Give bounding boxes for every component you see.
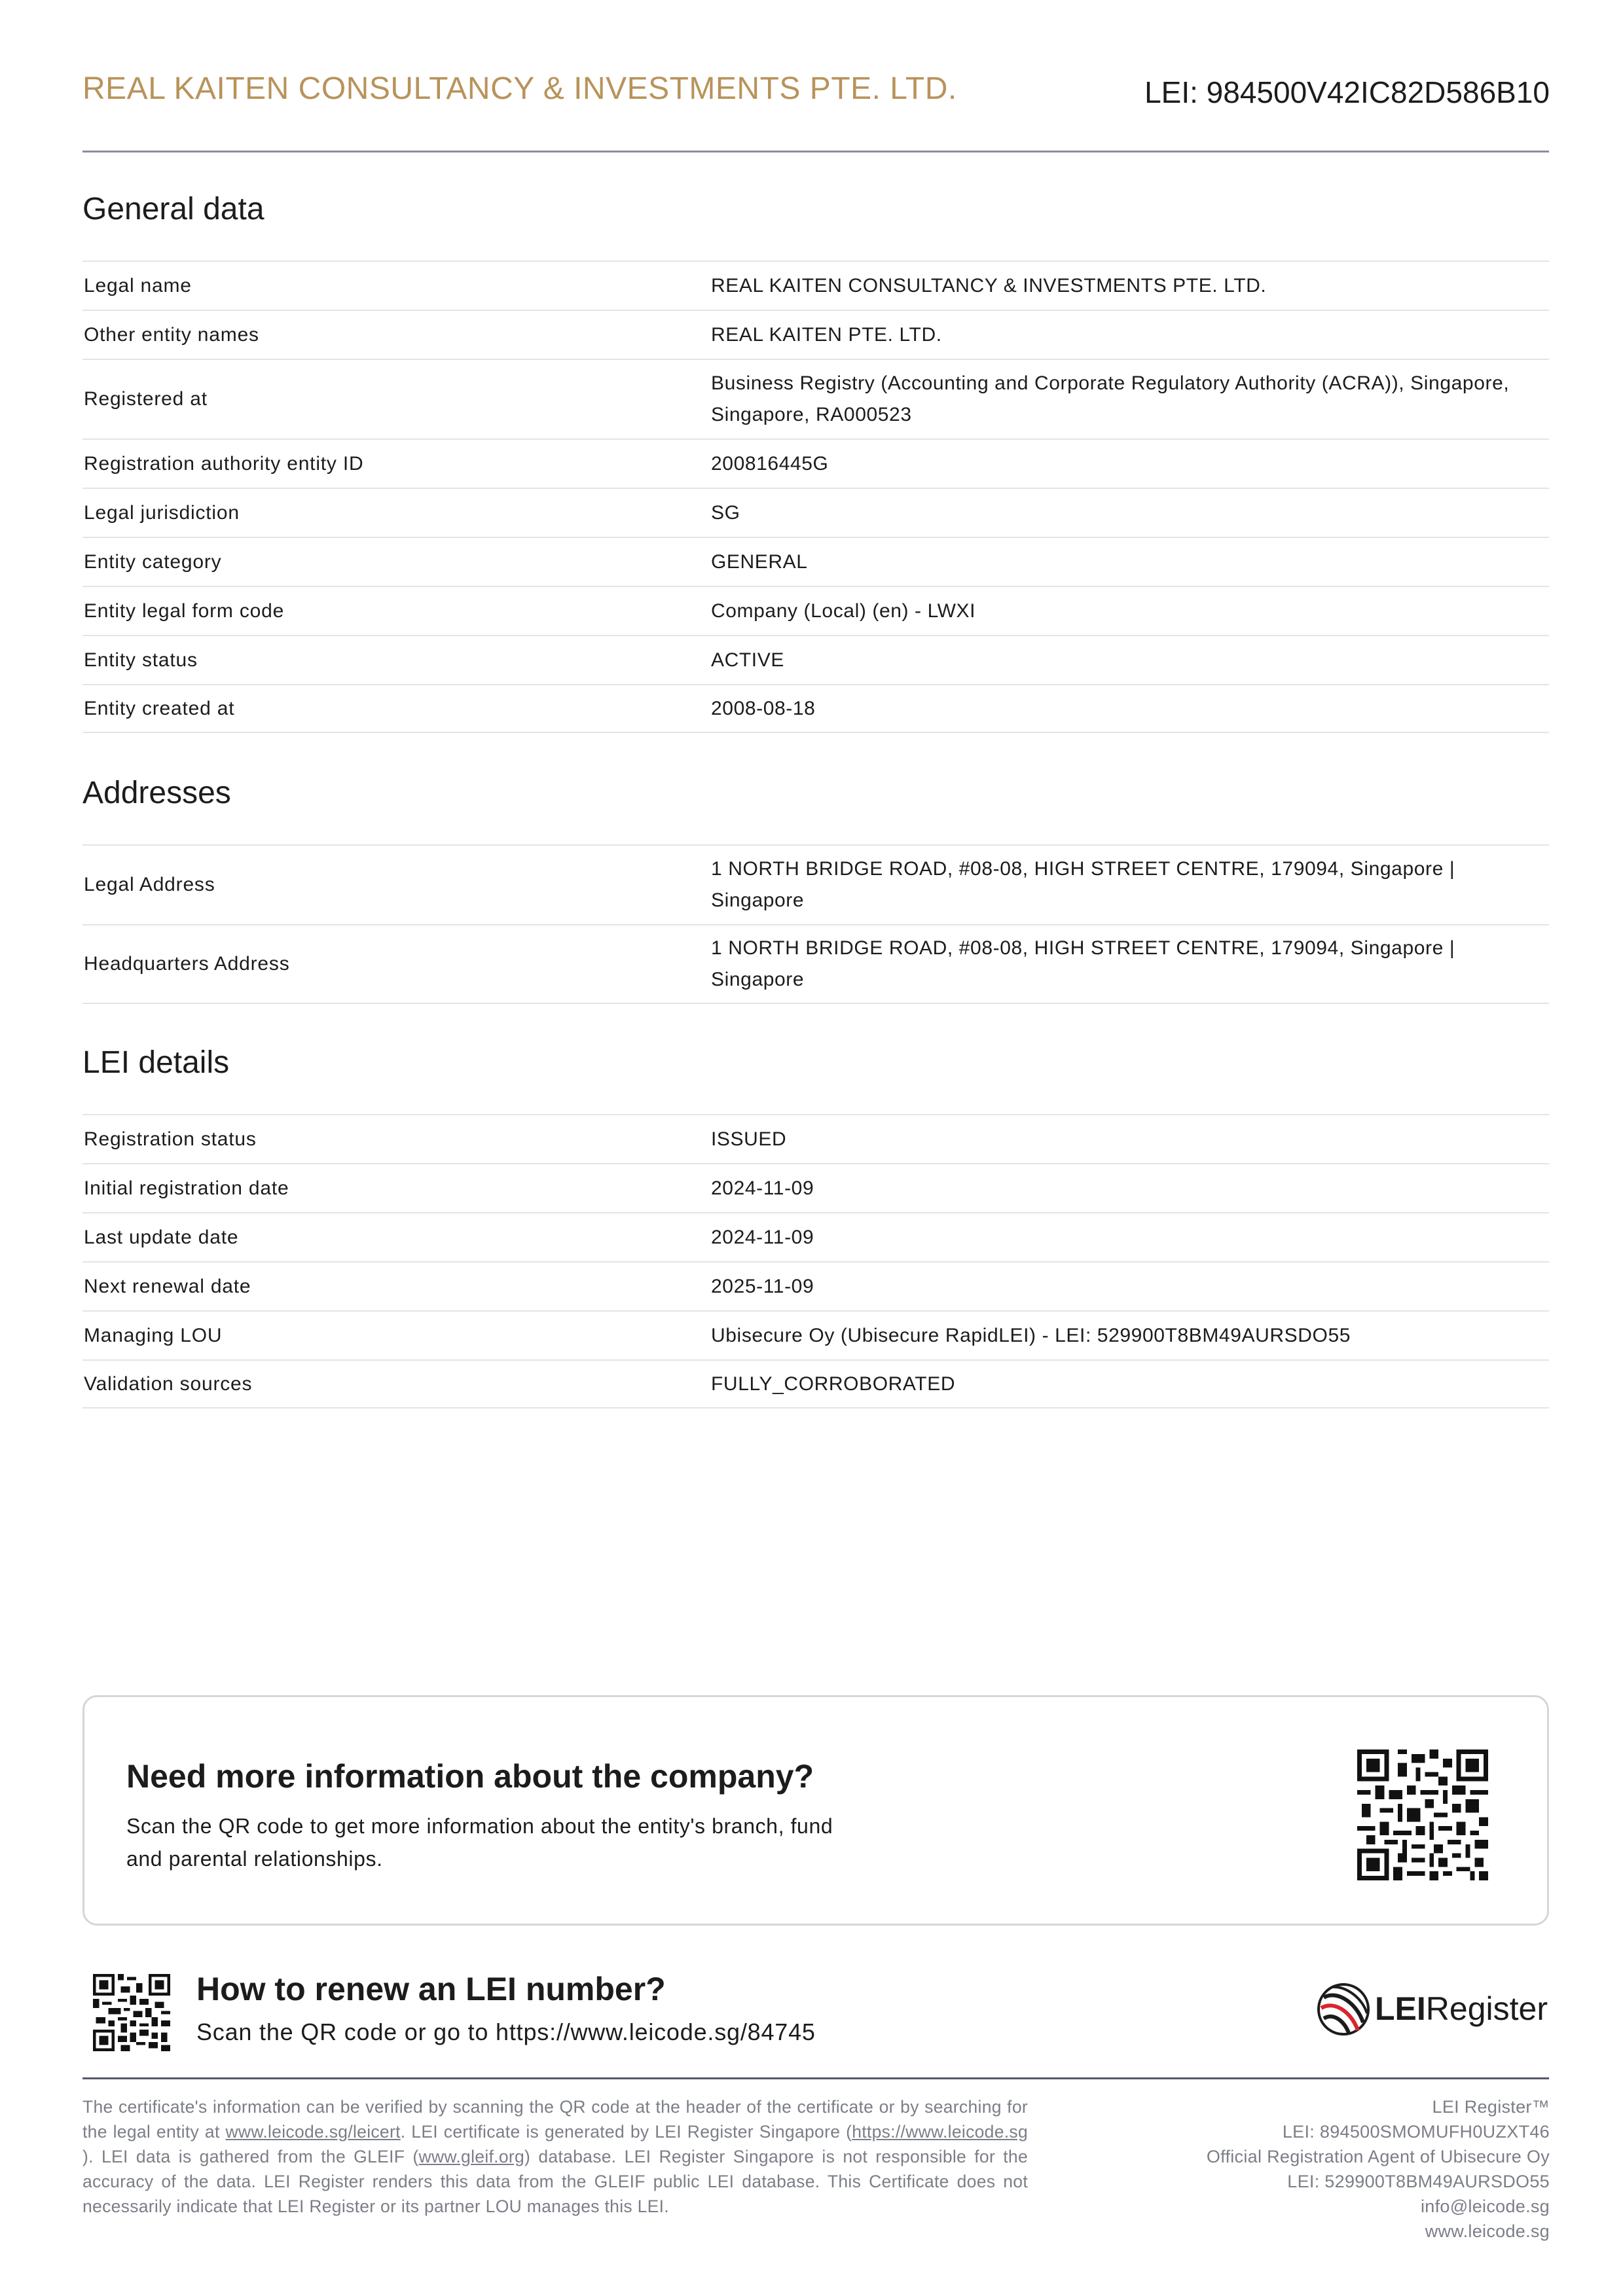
row-value: 200816445G (711, 452, 829, 475)
table-row (82, 260, 1549, 310)
leicode-link[interactable]: https://www.leicode.sg (852, 2122, 1028, 2142)
info-card-title: Need more information about the company? (126, 1758, 814, 1795)
row-value: 2025-11-09 (711, 1275, 814, 1297)
row-label: Next renewal date (84, 1275, 251, 1297)
table-row (82, 924, 1549, 1004)
row-value: FULLY_CORROBORATED (711, 1372, 956, 1395)
row-value: GENERAL (711, 550, 808, 573)
row-label: Entity status (84, 649, 198, 671)
renew-instructions: Scan the QR code or go to https://www.leicode.sg/84745 (196, 2018, 816, 2045)
footer-brand: LEI Register™ (1432, 2097, 1550, 2117)
row-value: 1 NORTH BRIDGE ROAD, #08-08, HIGH STREET CENTRE, 179094, Singapore | Singapore (711, 858, 1455, 911)
table-row (82, 359, 1549, 439)
table-row (82, 488, 1549, 537)
table-row (82, 586, 1549, 635)
table-row (82, 844, 1549, 924)
row-label: Initial registration date (84, 1177, 289, 1199)
general-data-table (82, 260, 1549, 733)
leicert-link[interactable]: www.leicode.sg/leicert (225, 2122, 401, 2142)
footer-website[interactable]: www.leicode.sg (1425, 2221, 1550, 2241)
row-label: Last update date (84, 1226, 239, 1248)
info-card-text: Scan the QR code to get more information about the entity's branch, fund and parental relationships. (126, 1814, 833, 1871)
gleif-link[interactable]: www.gleif.org (418, 2147, 525, 2166)
row-label: Legal name (84, 274, 192, 296)
header-divider (82, 151, 1549, 152)
row-label: Registration authority entity ID (84, 452, 364, 475)
table-row (82, 439, 1549, 488)
section-title-addresses: Addresses (82, 776, 231, 810)
header-lei-code: LEI: 984500V42IC82D586B10 (1144, 75, 1550, 109)
company-qr-code-icon[interactable] (1357, 1749, 1488, 1880)
table-row (82, 310, 1549, 359)
renew-qr-code-icon[interactable] (93, 1974, 170, 2051)
renew-title: How to renew an LEI number? (196, 1971, 666, 2007)
row-value: 2008-08-18 (711, 697, 816, 719)
header-company-name: REAL KAITEN CONSULTANCY & INVESTMENTS PTE. LTD. (82, 71, 957, 106)
row-value: Company (Local) (en) - LWXI (711, 600, 976, 622)
table-row (82, 1163, 1549, 1212)
logo-regular-part: Register (1425, 1990, 1548, 2027)
row-label: Entity created at (84, 697, 235, 719)
disclaimer-text: . LEI certificate is generated by LEI Register Singapore ( (400, 2122, 852, 2142)
company-info-card (82, 1695, 1549, 1926)
logo-bold-part: LEI (1375, 1990, 1426, 2027)
section-title-lei-details: LEI details (82, 1045, 230, 1080)
disclaimer-text: ). LEI data is gathered from the GLEIF ( (82, 2147, 419, 2166)
table-row (82, 1310, 1549, 1359)
row-value: REAL KAITEN PTE. LTD. (711, 323, 942, 346)
row-value: ACTIVE (711, 649, 784, 671)
disclaimer-text: ) database. LEI Register Singapore is not responsible for the accuracy of the data. LEI Register renders this data from the GLEIF public LEI database. This Certificate does not necessarily indicate that LEI Register or its partner LOU manages this LEI. (82, 2147, 1028, 2216)
row-label: Validation sources (84, 1372, 253, 1395)
row-label: Other entity names (84, 323, 259, 346)
section-title-general: General data (82, 192, 264, 226)
disclaimer-text: The certificate's information can be verified by scanning the QR code at the header of the certificate or by searching for the legal entity at (82, 2097, 1028, 2142)
footer-brand-lei: LEI: 894500SMOMUFH0UZXT46 (1282, 2122, 1550, 2142)
row-label: Managing LOU (84, 1324, 223, 1346)
footer-agent: Official Registration Agent of Ubisecure Oy (1206, 2147, 1550, 2166)
row-label: Headquarters Address (84, 953, 290, 975)
footer-disclaimer (82, 2094, 1028, 2219)
row-label: Legal jurisdiction (84, 501, 240, 524)
table-row (82, 537, 1549, 586)
row-value: REAL KAITEN CONSULTANCY & INVESTMENTS PTE. LTD. (711, 274, 1267, 296)
table-row (82, 1114, 1549, 1163)
row-label: Legal Address (84, 874, 215, 895)
row-value: Ubisecure Oy (Ubisecure RapidLEI) - LEI: 529900T8BM49AURSDO55 (711, 1324, 1351, 1346)
lei-register-wordmark (1375, 1990, 1548, 2028)
row-label: Registered at (84, 388, 208, 410)
footer-divider (82, 2077, 1549, 2079)
table-row (82, 684, 1549, 733)
footer-agent-lei: LEI: 529900T8BM49AURSDO55 (1287, 2172, 1550, 2191)
footer-contact-info (1091, 2094, 1550, 2244)
row-label: Entity category (84, 550, 222, 573)
lei-details-table (82, 1114, 1549, 1408)
row-value: 1 NORTH BRIDGE ROAD, #08-08, HIGH STREET CENTRE, 179094, Singapore | Singapore (711, 937, 1455, 990)
table-row (82, 1359, 1549, 1408)
table-row (82, 1212, 1549, 1261)
row-value: 2024-11-09 (711, 1177, 814, 1199)
row-label: Registration status (84, 1128, 257, 1150)
footer-email[interactable]: info@leicode.sg (1420, 2197, 1550, 2216)
row-value: SG (711, 501, 740, 524)
row-value: 2024-11-09 (711, 1226, 814, 1248)
table-row (82, 635, 1549, 684)
addresses-table (82, 844, 1549, 1004)
row-value: Business Registry (Accounting and Corporate Regulatory Authority (ACRA)), Singapore, Singapore, RA000523 (711, 372, 1510, 425)
table-row (82, 1261, 1549, 1310)
row-label: Entity legal form code (84, 600, 285, 622)
row-value: ISSUED (711, 1128, 787, 1150)
